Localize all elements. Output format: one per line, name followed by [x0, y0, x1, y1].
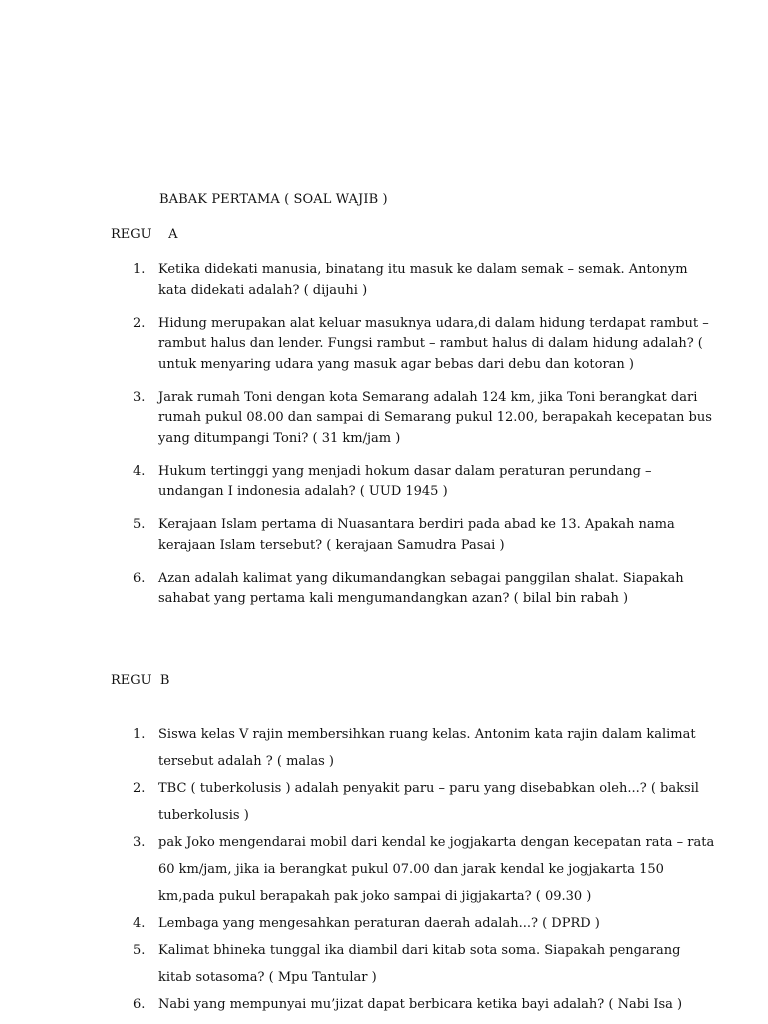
regu-b-question-list	[125, 721, 715, 1018]
page-title: BABAK PERTAMA ( SOAL WAJIB )	[159, 192, 388, 207]
item-number: 4.	[133, 916, 146, 931]
list-item	[125, 462, 715, 503]
item-number: 5.	[133, 517, 146, 532]
regu-a-question-list	[125, 260, 715, 622]
item-number: 1.	[133, 727, 146, 742]
question-text: Hukum tertinggi yang menjadi hokum dasar dalam peraturan perundang – undangan I indonesia adalah? ( UUD 1945 )	[158, 463, 652, 499]
item-number: 3.	[133, 389, 146, 405]
question-text: Lembaga yang mengesahkan peraturan daerah adalah...? ( DPRD )	[158, 916, 600, 931]
question-text: Kalimat bhineka tunggal ika diambil dari kitab sota soma. Siapakah pengarang kitab sotasoma? ( Mpu Tantular )	[158, 943, 681, 985]
question-text: Ketika didekati manusia, binatang itu masuk ke dalam semak – semak. Antonym kata didekati adalah? ( dijauhi )	[158, 262, 688, 298]
list-item	[125, 829, 715, 910]
item-number: 6.	[133, 570, 146, 586]
question-text: Hidung merupakan alat keluar masuknya udara,di dalam hidung terdapat rambut – rambut halus dan lender. Fungsi rambut – rambut halus di dalam hidung adalah? ( untuk menyaring udara yang masuk agar bebas dari debu dan kotoran )	[158, 315, 709, 372]
list-item	[125, 775, 715, 829]
question-text: TBC ( tuberkolusis ) adalah penyakit paru – paru yang disebabkan oleh...? ( baksil tuberkolusis )	[158, 781, 699, 823]
question-text: Jarak rumah Toni dengan kota Semarang adalah 124 km, jika Toni berangkat dari rumah pukul 08.00 dan sampai di Semarang pukul 12.00, berapakah kecepatan bus yang ditumpangi Toni? ( 31 km/jam )	[158, 389, 712, 446]
question-text: Kerajaan Islam pertama di Nuasantara berdiri pada abad ke 13. Apakah nama kerajaan Islam tersebut? ( kerajaan Samudra Pasai )	[158, 517, 675, 553]
list-item	[125, 991, 715, 1018]
list-item	[125, 314, 715, 376]
list-item	[125, 515, 715, 556]
item-number: 5.	[133, 943, 146, 958]
item-number: 2.	[133, 315, 146, 331]
regu-a-label: REGU A	[111, 227, 178, 242]
list-item	[125, 260, 715, 301]
item-number: 1.	[133, 262, 146, 277]
item-number: 6.	[133, 997, 146, 1012]
list-item	[125, 569, 715, 610]
item-number: 4.	[133, 463, 146, 479]
list-item	[125, 910, 715, 937]
question-text: Siswa kelas V rajin membersihkan ruang kelas. Antonim kata rajin dalam kalimat tersebut adalah ? ( malas )	[158, 727, 696, 769]
regu-b-label: REGU B	[111, 673, 170, 688]
list-item	[125, 721, 715, 775]
question-text: Azan adalah kalimat yang dikumandangkan sebagai panggilan shalat. Siapakah sahabat yang pertama kali mengumandangkan azan? ( bilal bin rabah )	[158, 570, 684, 606]
item-number: 2.	[133, 781, 146, 796]
list-item	[125, 937, 715, 991]
question-text: Nabi yang mempunyai mu’jizat dapat berbicara ketika bayi adalah? ( Nabi Isa )	[158, 997, 683, 1012]
list-item	[125, 388, 715, 450]
item-number: 3.	[133, 835, 146, 850]
question-text: pak Joko mengendarai mobil dari kendal ke jogjakarta dengan kecepatan rata – rata 60 km/jam, jika ia berangkat pukul 07.00 dan jarak kendal ke jogjakarta 150 km,pada pukul berapakah pak joko sampai di jigjakarta? ( 09.30 )	[158, 835, 715, 904]
